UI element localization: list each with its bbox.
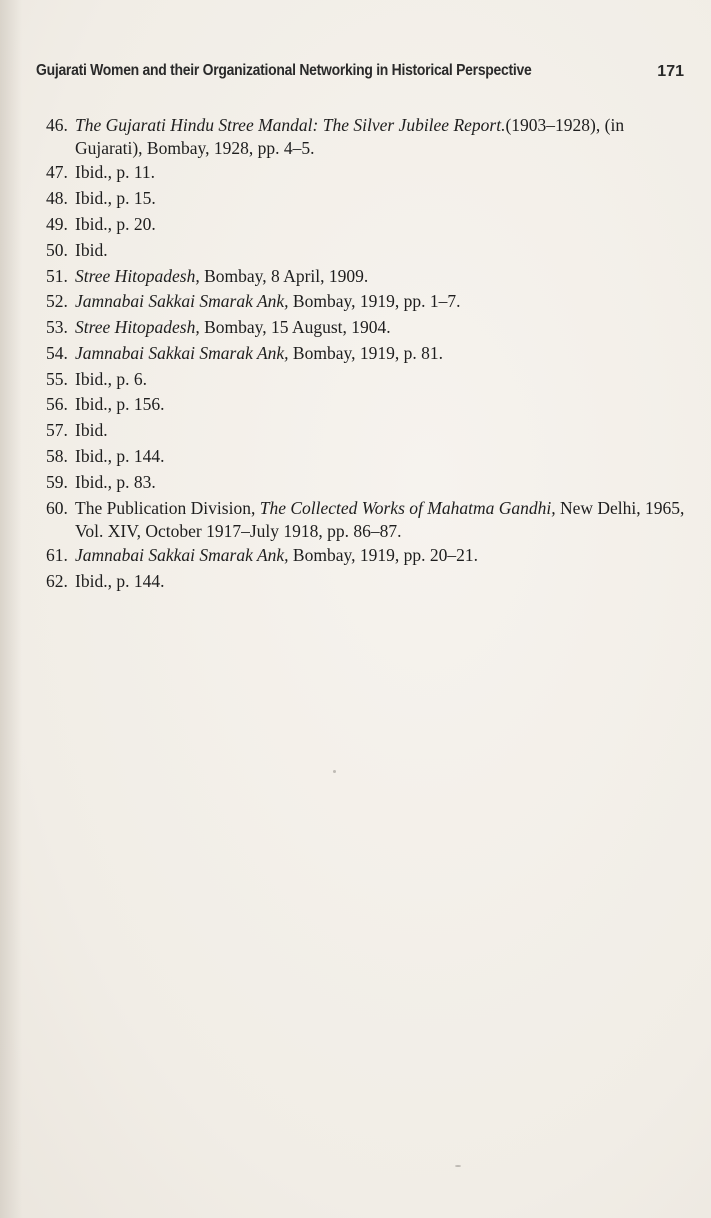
endnote-number: 59 . <box>46 471 68 494</box>
endnote-number: 50 . <box>46 239 68 262</box>
paper-speck <box>455 1165 461 1167</box>
endnote-number: 51 . <box>46 265 68 288</box>
endnote-text: New Delhi, 1965, Vol. XIV, October 1917–July 1918, pp. 86–87. <box>75 497 685 541</box>
endnote-text: Ibid., p. 83. <box>75 471 156 492</box>
running-title: Gujarati Women and their Organizational Networking in Historical Perspective <box>36 62 532 79</box>
endnote-number: 46 . <box>46 114 68 137</box>
endnote-item <box>46 187 686 211</box>
endnote-item <box>46 544 686 568</box>
endnote-title: Jamnabai Sakkai Smarak Ank, <box>75 544 289 565</box>
endnote-number: 48 . <box>46 187 68 210</box>
endnote-item <box>46 445 686 469</box>
endnote-number: 58 . <box>46 445 68 468</box>
endnote-item <box>46 497 686 543</box>
endnote-title: Jamnabai Sakkai Smarak Ank, <box>75 291 289 312</box>
endnote-item <box>46 239 686 263</box>
endnote-text: Bombay, 1919, p. 81. <box>288 342 443 363</box>
endnote-text: Ibid., p. 11. <box>75 162 156 183</box>
endnote-text: The Publication Division, <box>75 497 260 518</box>
endnote-text: Ibid., p. 15. <box>75 188 156 209</box>
endnote-item <box>46 471 686 495</box>
endnote-number: 49 . <box>46 213 68 236</box>
endnote-text: Ibid., p. 20. <box>75 213 156 234</box>
endnote-item <box>46 570 686 594</box>
endnote-text: Ibid. <box>75 239 108 260</box>
endnote-item <box>46 114 686 160</box>
endnote-text: Ibid. <box>75 420 108 441</box>
endnotes-list <box>46 114 686 594</box>
endnote-item <box>46 419 686 443</box>
endnote-item <box>46 342 686 366</box>
endnote-text: Bombay, 8 April, 1909. <box>199 265 369 286</box>
endnote-number: 62 . <box>46 570 68 593</box>
endnote-item <box>46 161 686 185</box>
endnote-item <box>46 290 686 314</box>
page-number: 171 <box>657 63 684 80</box>
endnote-text: Ibid., p. 156. <box>75 394 165 415</box>
page-gutter-shadow <box>0 0 22 1218</box>
endnote-number: 61 . <box>46 544 68 567</box>
endnote-number: 47 . <box>46 161 68 184</box>
running-head <box>36 62 686 84</box>
endnote-item <box>46 393 686 417</box>
endnote-number: 54 . <box>46 342 68 365</box>
endnote-item <box>46 316 686 340</box>
endnote-title: Stree Hitopadesh, <box>75 265 200 286</box>
endnote-text: (1903–1928), (in Gujarati), Bombay, 1928, pp. 4–5. <box>75 115 625 158</box>
endnote-title: The Collected Works of Mahatma Gandhi, <box>259 497 556 518</box>
endnote-item <box>46 265 686 289</box>
paper-speck <box>333 770 336 773</box>
endnote-number: 57 . <box>46 419 68 442</box>
endnote-number: 60 . <box>46 497 68 520</box>
endnote-item <box>46 368 686 392</box>
endnote-text: Bombay, 15 August, 1904. <box>199 317 391 338</box>
endnote-number: 52 . <box>46 290 68 313</box>
endnote-title: The Gujarati Hindu Stree Mandal: The Silver Jubilee Report. <box>75 115 506 135</box>
endnote-text: Ibid., p. 144. <box>75 570 165 591</box>
endnote-text: Ibid., p. 6. <box>75 368 147 389</box>
endnote-title: Jamnabai Sakkai Smarak Ank, <box>75 342 289 363</box>
endnote-text: Ibid., p. 144. <box>75 445 165 466</box>
endnote-title: Stree Hitopadesh, <box>75 317 200 338</box>
endnote-number: 53 . <box>46 316 68 339</box>
endnote-text: Bombay, 1919, pp. 1–7. <box>288 291 461 312</box>
endnote-item <box>46 213 686 237</box>
endnote-number: 55 . <box>46 368 68 391</box>
endnote-text: Bombay, 1919, pp. 20–21. <box>288 544 478 565</box>
endnote-number: 56 . <box>46 393 68 416</box>
